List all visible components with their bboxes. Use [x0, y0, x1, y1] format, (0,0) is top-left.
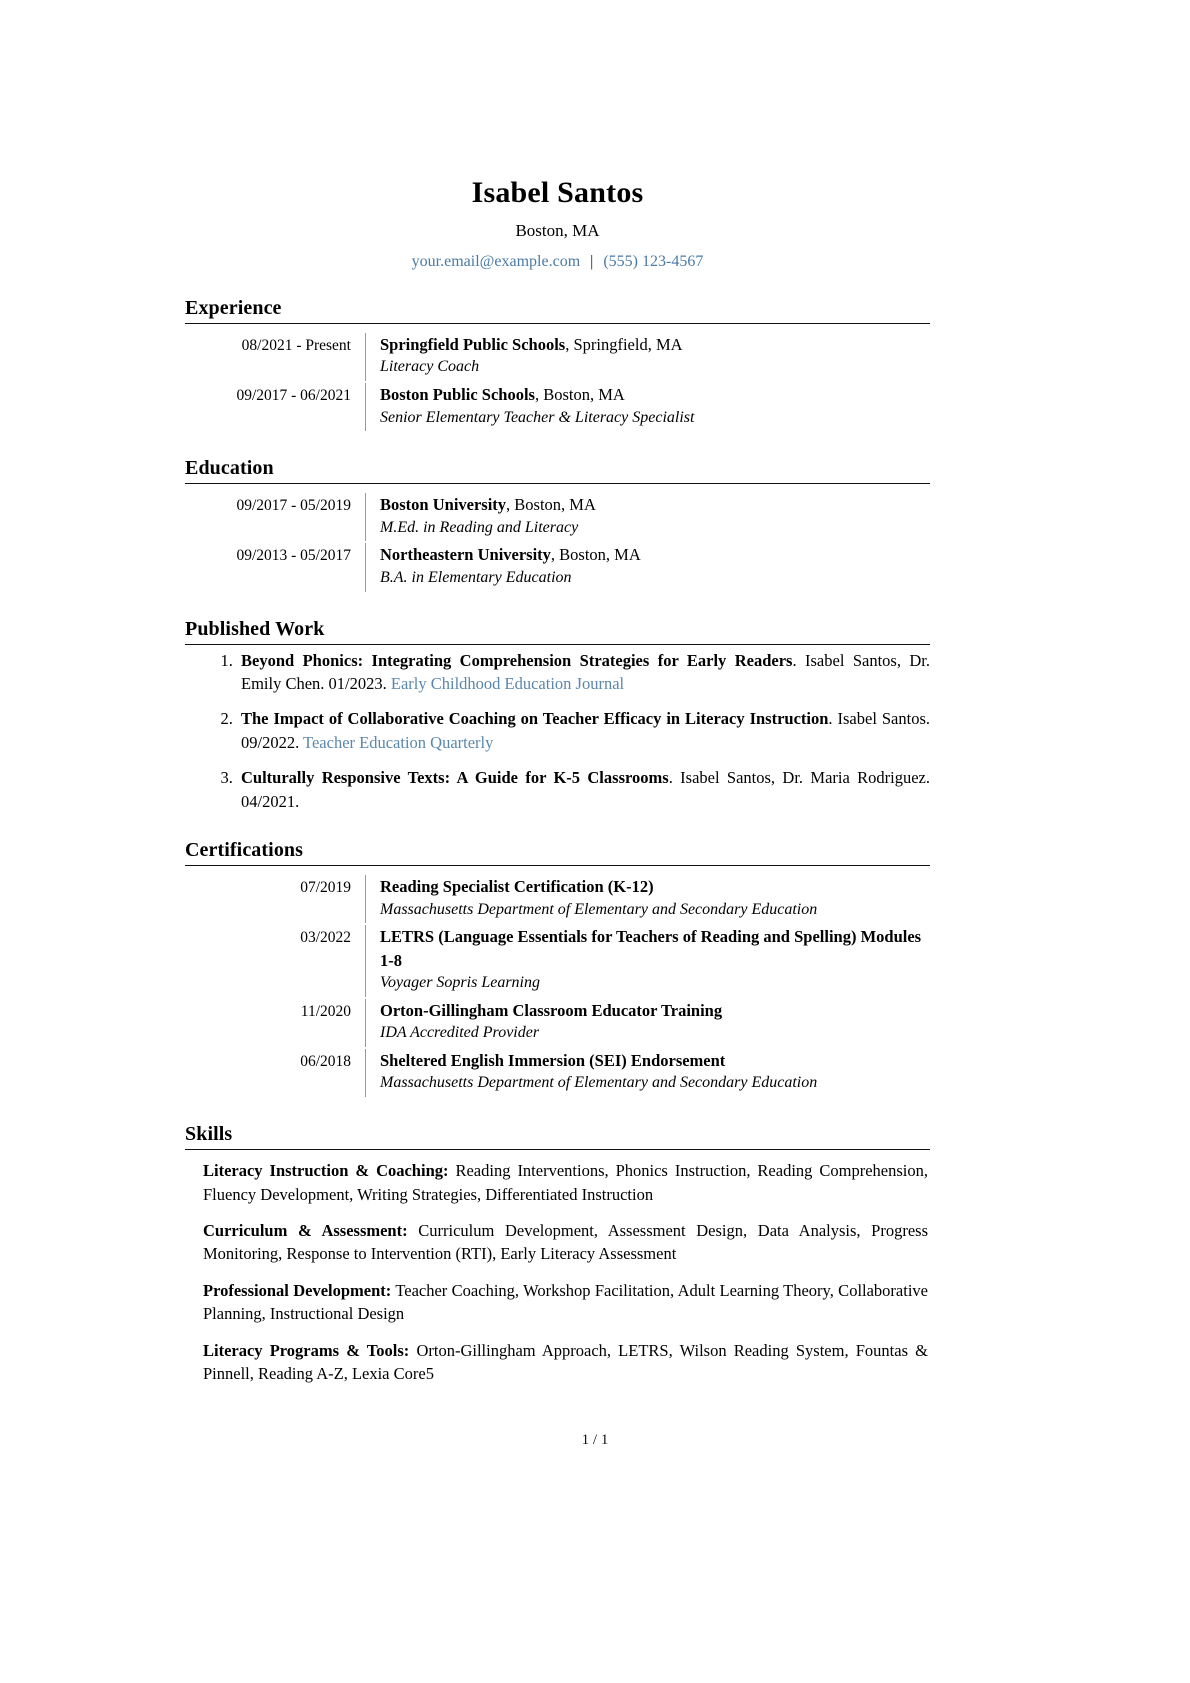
entry-organization — [380, 493, 930, 516]
entry-organization — [380, 543, 930, 566]
entry-degree: B.A. in Elementary Education — [380, 568, 572, 586]
publication-meta: . Isabel Santos, Dr. Maria Rodriguez. 04/2021. — [241, 768, 931, 811]
certification-name: Reading Specialist Certification (K-12) — [380, 877, 654, 897]
skill-group — [185, 1339, 930, 1386]
entry-date: 09/2017 - 05/2019 — [236, 497, 351, 515]
entry-main — [365, 333, 930, 381]
header-location: Boston, MA — [515, 221, 600, 240]
entry-date: 09/2013 - 05/2017 — [236, 547, 351, 565]
publication-list — [185, 649, 930, 814]
publication-journal-link[interactable]: Early Childhood Education Journal — [390, 673, 625, 693]
entry-organization-location: , Boston, MA — [534, 385, 625, 405]
entry-organization — [380, 333, 930, 356]
entry-main — [365, 543, 930, 591]
certification-issuer: Massachusetts Department of Elementary and Secondary Education — [380, 900, 818, 918]
certification-issuer: Massachusetts Department of Elementary and Secondary Education — [380, 1074, 818, 1092]
resume-content — [185, 0, 930, 1398]
entry-organization-name: Boston University — [380, 495, 507, 515]
entry-date: 08/2021 - Present — [241, 337, 351, 354]
entry-main — [365, 999, 930, 1047]
skill-group-value: Curriculum Development, Assessment Design, Data Analysis, Progress Monitoring, Response to Intervention (RTI), Early Literacy Assessment — [203, 1220, 928, 1264]
section-title-skills: Skills — [185, 1123, 930, 1150]
certification-issuer: IDA Accredited Provider — [380, 1024, 540, 1042]
section-title-certifications: Certifications — [185, 839, 930, 866]
certification-entry — [185, 875, 930, 923]
header-contact — [185, 253, 930, 271]
entry-organization-location: , Boston, MA — [550, 545, 641, 565]
entry-organization-name: Boston Public Schools — [380, 385, 535, 405]
section-education — [185, 457, 930, 591]
skill-group-label: Professional Development: — [203, 1280, 392, 1300]
page-footer — [0, 1432, 1190, 1449]
publication-meta: . Isabel Santos, Dr. Emily Chen. 01/2023. — [241, 650, 930, 693]
entry-role: Senior Elementary Teacher & Literacy Specialist — [380, 408, 695, 426]
entry-main — [365, 875, 930, 923]
skill-group-value: Orton-Gillingham Approach, LETRS, Wilson Reading System, Fountas & Pinnell, Reading A-Z, Lexia Core5 — [203, 1340, 928, 1384]
entry-main — [365, 1049, 930, 1097]
entry-degree: M.Ed. in Reading and Literacy — [380, 518, 579, 536]
certification-name: LETRS (Language Essentials for Teachers of Reading and Spelling) Modules 1-8 — [380, 927, 922, 970]
entry-date: 03/2022 — [300, 929, 351, 947]
experience-list — [185, 333, 930, 431]
email-link[interactable]: your.email@example.com — [411, 253, 581, 270]
skill-group — [185, 1279, 930, 1326]
entry-main — [365, 925, 930, 997]
entry-date: 06/2018 — [300, 1052, 351, 1070]
experience-entry — [185, 333, 930, 381]
skill-group — [185, 1219, 930, 1266]
section-experience — [185, 297, 930, 431]
education-entry — [185, 543, 930, 591]
certification-entry — [185, 999, 930, 1047]
entry-date: 09/2017 - 06/2021 — [236, 387, 351, 405]
section-title-published-work: Published Work — [185, 618, 930, 645]
certification-list — [185, 875, 930, 1097]
certification-name: Orton-Gillingham Classroom Educator Training — [380, 1000, 723, 1020]
skills-list — [185, 1159, 930, 1385]
entry-organization-location: , Boston, MA — [506, 495, 596, 515]
section-skills — [185, 1123, 930, 1385]
entry-date: 07/2019 — [300, 879, 351, 897]
skill-group-value: Reading Interventions, Phonics Instruction, Reading Comprehension, Fluency Development, Writing Strategies, Differentiated Instruction — [203, 1161, 928, 1204]
entry-organization — [380, 383, 930, 406]
entry-date: 11/2020 — [300, 1002, 351, 1020]
skill-group-value: Teacher Coaching, Workshop Facilitation, Adult Learning Theory, Collaborative Planning, Instructional Design — [203, 1280, 928, 1324]
section-title-education: Education — [185, 457, 930, 484]
entry-main — [365, 383, 930, 431]
publication-meta: . Isabel Santos. 09/2022. — [241, 709, 931, 752]
skill-group — [185, 1159, 930, 1206]
list-item — [237, 707, 930, 754]
phone-link[interactable]: (555) 123-4567 — [603, 253, 704, 270]
certification-issuer: Voyager Sopris Learning — [380, 974, 540, 992]
page-number: 1 / 1 — [581, 1432, 609, 1448]
experience-entry — [185, 383, 930, 431]
entry-role: Literacy Coach — [380, 358, 480, 376]
publication-title: Culturally Responsive Texts: A Guide for K-5 Classrooms — [241, 768, 669, 788]
skill-group-label: Curriculum & Assessment: — [203, 1220, 408, 1240]
publication-journal-link[interactable]: Teacher Education Quarterly — [303, 732, 494, 752]
certification-entry — [185, 925, 930, 997]
certification-name: Sheltered English Immersion (SEI) Endorsement — [380, 1050, 726, 1070]
entry-organization-name: Northeastern University — [380, 545, 551, 565]
section-published-work — [185, 618, 930, 814]
skill-group-label: Literacy Programs & Tools: — [203, 1340, 410, 1360]
education-entry — [185, 493, 930, 541]
skill-group-label: Literacy Instruction & Coaching: — [203, 1161, 449, 1181]
entry-main — [365, 493, 930, 541]
publication-title: Beyond Phonics: Integrating Comprehension Strategies for Early Readers — [241, 650, 793, 670]
list-item — [237, 649, 930, 696]
contact-separator: | — [590, 253, 594, 270]
entry-organization-location: , Springfield, MA — [565, 335, 683, 354]
page-title: Isabel Santos — [471, 176, 644, 209]
section-title-experience: Experience — [185, 297, 930, 324]
publication-title: The Impact of Collaborative Coaching on Teacher Efficacy in Literacy Instruction — [241, 709, 829, 729]
education-list — [185, 493, 930, 591]
section-certifications — [185, 839, 930, 1097]
entry-organization-name: Springfield Public Schools — [380, 335, 566, 354]
certification-entry — [185, 1049, 930, 1097]
list-item — [237, 766, 930, 813]
